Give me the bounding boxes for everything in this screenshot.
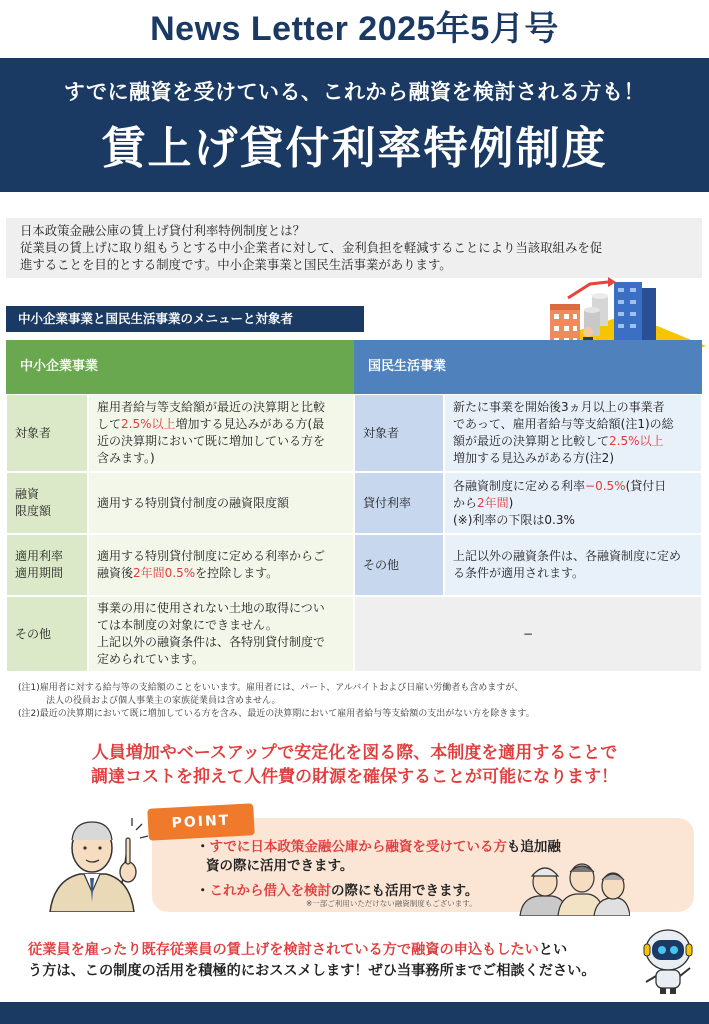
robot-mascot-icon xyxy=(640,924,696,994)
point-tag: POINT xyxy=(147,803,255,841)
point-footnote: ※一部ご利用いただけない融資制度もございます。 xyxy=(306,899,477,908)
hero-banner xyxy=(0,58,709,192)
ppl-text-target: 新たに事業を開始後3ヵ月以上の事業者 であって、雇用者給与等支給額(注1)の総 額が最近の決算期と比較して2.5%以上 増加する見込みがある方(注2) xyxy=(444,394,702,472)
ppl-text-rate: 各融資制度に定める利率−0.5%(貸付日 から2年間) (※)利率の下限は0.3% xyxy=(444,472,702,534)
banner-title: 賃上げ貸付利率特例制度 xyxy=(101,123,608,174)
note-2: (注2)最近の決算期において既に増加している方を含み、最近の決算期において雇用者給与等支給額の支出がない方を除きます。 xyxy=(18,709,535,719)
empty-dash: − xyxy=(522,626,534,641)
key-message: 人員増加やベースアップで安定化を図る際、本制度を適用することで 調達コストを抑えて人件費の財源を確保することが可能になります！ xyxy=(91,743,618,787)
highlight-discount: −0.5% xyxy=(585,478,626,493)
highlight-rate: 2.5%以上 xyxy=(609,434,664,448)
sme-label-target: 対象者 xyxy=(6,394,88,472)
sme-label-limit: 融資 限度額 xyxy=(6,472,88,534)
workers-group-icon xyxy=(518,856,630,916)
ppl-header: 国民生活事業 xyxy=(354,340,702,394)
newsletter-title: News Letter 2025年5月号 xyxy=(150,10,559,48)
sme-text-rate: 適用する特別貸付制度に定める利率からご 融資後2年間0.5%を控除します。 xyxy=(88,534,354,596)
point-highlight-2: これから借入を検討 xyxy=(209,883,331,899)
footer-bar xyxy=(0,1002,709,1024)
closing-message: 従業員を雇ったり既存従業員の賃上げを検討されている方で融資の申込もしたいとい う方は、この制度の活用を積極的におススメします！ぜひ当事務所までご相談ください。 xyxy=(28,942,596,979)
footnotes xyxy=(18,682,698,721)
highlight-rate: 2.5%以上 xyxy=(121,417,176,431)
closing-highlight: 従業員を雇ったり既存従業員の賃上げを検討されている方で融資の申込もしたい xyxy=(28,942,539,958)
highlight-period: 2年間0.5% xyxy=(133,566,196,580)
point-text: ・すでに日本政策金融公庫から融資を受けている方も追加融 資の際に活用できます。 ・これから借入を検討の際にも活用できます。 xyxy=(196,839,561,899)
sme-text-other: 事業の用に使用されない土地の取得につい ては本制度の対象にできません。 上記以外の融資条件は、各特別貸付制度で 定められています。 xyxy=(88,596,354,672)
intro-box xyxy=(6,218,702,278)
masthead xyxy=(0,0,709,58)
ppl-text-other: 上記以外の融資条件は、各融資制度に定め る条件が適用されます。 xyxy=(444,534,702,596)
note-1-cont: 法人の役員および個人事業主の家族従業員は含めません。 xyxy=(46,696,281,706)
note-1: (注1)雇用者に対する給与等の支給額のことをいいます。雇用者には、パート、アルバイトおよび日雇い労働者も含めますが、 xyxy=(18,683,524,693)
ppl-label-rate: 貸付利率 xyxy=(354,472,444,534)
highlight-period: 2年間 xyxy=(477,495,509,510)
section-label: 中小企業事業と国民生活事業のメニューと対象者 xyxy=(6,306,364,332)
sme-text-limit: 適用する特別貸付制度の融資限度額 xyxy=(88,472,354,534)
ppl-label-target: 対象者 xyxy=(354,394,444,472)
sme-label-other: その他 xyxy=(6,596,88,672)
intro-question: 日本政策金融公庫の賃上げ貸付利率特例制度とは？ xyxy=(20,223,305,238)
point-highlight-1: すでに日本政策金融公庫から融資を受けている方 xyxy=(209,839,507,855)
ppl-empty-cell xyxy=(354,596,702,672)
banner-subtitle: すでに融資を受けている、これから融資を検討される方も！ xyxy=(63,80,646,104)
ppl-label-other: その他 xyxy=(354,534,444,596)
intro-line-2: 従業員の賃上げに取り組もうとする中小企業者に対して、金利負担を軽減することにより当該取組みを促 xyxy=(20,240,603,255)
sme-header: 中小企業事業 xyxy=(6,340,354,394)
sme-label-rate: 適用利率 適用期間 xyxy=(6,534,88,596)
sme-text-target: 雇用者給与等支給額が最近の決算期と比較 して2.5%以上増加する見込みがある方(最 近の決算期において既に増加している方を 含みます。) xyxy=(88,394,354,472)
pointing-man-icon xyxy=(44,812,156,912)
intro-line-3: 進することを目的とする制度です。中小企業事業と国民生活事業があります。 xyxy=(20,257,452,272)
